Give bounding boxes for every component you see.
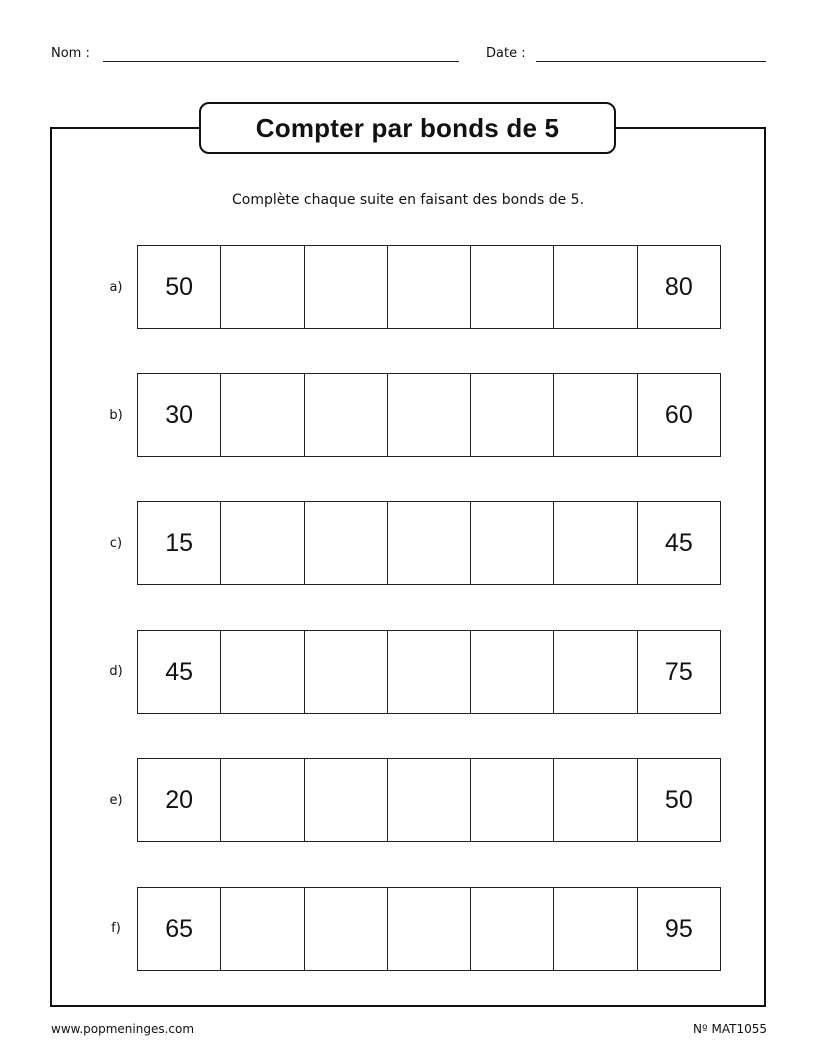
- start-cell: 50: [138, 246, 221, 328]
- start-cell: 30: [138, 374, 221, 456]
- blank-cell[interactable]: [305, 502, 388, 584]
- blank-cell[interactable]: [471, 888, 554, 970]
- row-label-f: f): [111, 921, 121, 936]
- blank-cell[interactable]: [471, 374, 554, 456]
- blank-cell[interactable]: [305, 631, 388, 713]
- blank-cell[interactable]: [554, 502, 637, 584]
- sequence-row-a: [137, 245, 721, 329]
- blank-cell[interactable]: [221, 888, 304, 970]
- name-label: Nom :: [51, 46, 90, 61]
- sequence-row-d: [137, 630, 721, 714]
- page-title: Compter par bonds de 5: [255, 112, 560, 143]
- instruction-text: Complète chaque suite en faisant des bonds de 5.: [231, 192, 585, 208]
- blank-cell[interactable]: [305, 888, 388, 970]
- blank-cell[interactable]: [388, 888, 471, 970]
- end-cell: 75: [664, 657, 693, 686]
- end-cell: 95: [664, 914, 693, 943]
- blank-cell[interactable]: [388, 502, 471, 584]
- blank-cell[interactable]: [221, 374, 304, 456]
- start-cell: 15: [138, 502, 221, 584]
- row-label-e: e): [109, 793, 123, 808]
- row-label-b: b): [109, 408, 123, 423]
- sequence-row-b: [137, 373, 721, 457]
- blank-cell[interactable]: [221, 631, 304, 713]
- start-cell: 45: [138, 631, 221, 713]
- blank-cell[interactable]: [221, 759, 304, 841]
- blank-cell[interactable]: [388, 246, 471, 328]
- blank-cell[interactable]: [554, 631, 637, 713]
- blank-cell[interactable]: [554, 246, 637, 328]
- end-cell: 50: [664, 785, 693, 814]
- name-field-line[interactable]: [103, 61, 459, 62]
- blank-cell[interactable]: [305, 374, 388, 456]
- blank-cell[interactable]: [388, 374, 471, 456]
- blank-cell[interactable]: [554, 888, 637, 970]
- row-label-d: d): [109, 664, 123, 679]
- blank-cell[interactable]: [388, 759, 471, 841]
- footer-website: www.popmeninges.com: [51, 1022, 195, 1036]
- blank-cell[interactable]: [471, 502, 554, 584]
- sequence-row-c: [137, 501, 721, 585]
- row-label-a: a): [109, 280, 123, 295]
- date-label: Date :: [486, 46, 526, 61]
- blank-cell[interactable]: [305, 246, 388, 328]
- blank-cell[interactable]: [221, 502, 304, 584]
- blank-cell[interactable]: [388, 631, 471, 713]
- blank-cell[interactable]: [471, 631, 554, 713]
- blank-cell[interactable]: [471, 246, 554, 328]
- row-label-c: c): [109, 536, 123, 551]
- date-field-line[interactable]: [536, 61, 766, 62]
- blank-cell[interactable]: [554, 759, 637, 841]
- title-box: [199, 102, 616, 154]
- blank-cell[interactable]: [471, 759, 554, 841]
- blank-cell[interactable]: [221, 246, 304, 328]
- end-cell: 45: [664, 528, 693, 557]
- blank-cell[interactable]: [305, 759, 388, 841]
- blank-cell[interactable]: [554, 374, 637, 456]
- sequence-row-e: [137, 758, 721, 842]
- start-cell: 20: [138, 759, 221, 841]
- footer-code: Nº MAT1055: [693, 1022, 767, 1036]
- sequence-row-f: [137, 887, 721, 971]
- end-cell: 60: [664, 400, 693, 429]
- end-cell: 80: [664, 272, 693, 301]
- start-cell: 65: [138, 888, 221, 970]
